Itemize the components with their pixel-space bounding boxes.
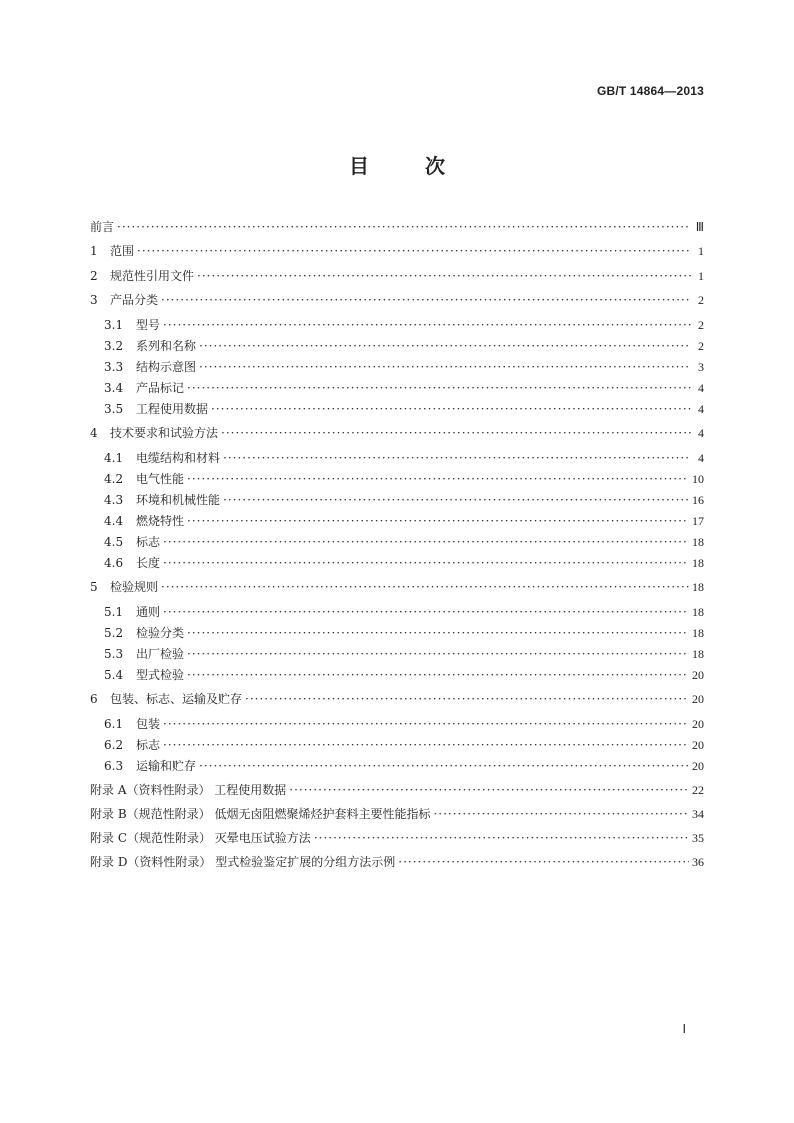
toc-entry[interactable] (90, 805, 704, 823)
standard-number: GB/T 14864—2013 (596, 84, 704, 98)
toc-entry-label: 长度 (136, 556, 161, 570)
toc-entry-page: 20 (692, 717, 704, 731)
title-char-1: 目 (349, 154, 369, 178)
dot-leader (223, 449, 691, 467)
toc-entry-page: 2 (698, 318, 704, 332)
toc-entry-title (90, 449, 220, 467)
toc-entry-title (90, 291, 158, 309)
toc-entry-title (90, 645, 184, 663)
toc-entry-title (90, 603, 160, 621)
toc-entry[interactable] (90, 424, 704, 442)
toc-entry-number: 5.1 (104, 605, 124, 619)
dot-leader (161, 291, 691, 309)
dot-leader (314, 829, 689, 847)
toc-entry-title (90, 242, 134, 260)
toc-entry-page: 1 (698, 269, 704, 283)
dot-leader (199, 757, 689, 775)
toc-entry-page: 4 (698, 451, 704, 465)
toc-entry-title (90, 358, 196, 376)
toc-entry[interactable] (90, 267, 704, 285)
page-number: Ⅰ (682, 1022, 686, 1036)
dot-leader (161, 578, 689, 596)
toc-entry-label: 技术要求和试验方法 (110, 426, 219, 440)
toc-entry-title (90, 666, 184, 684)
toc-entry-page: 18 (692, 647, 704, 661)
toc-entry-number: 3.2 (104, 339, 124, 353)
dot-leader (187, 379, 691, 397)
toc-entry-label: 标志 (136, 738, 161, 752)
toc-entry[interactable] (90, 603, 704, 621)
toc-entry-page: 18 (692, 580, 704, 594)
toc-entry-title (90, 316, 160, 334)
toc-entry-page: 20 (692, 668, 704, 682)
toc-entry-number: 3.3 (104, 360, 124, 374)
toc-entry-label: 系列和名称 (136, 339, 197, 353)
toc-entry-page: 18 (692, 556, 704, 570)
toc-entry[interactable] (90, 470, 704, 488)
toc-entry-page: 3 (698, 360, 704, 374)
dot-leader (187, 512, 689, 530)
toc-entry-number: 5 (90, 580, 98, 594)
toc-entry-page: 18 (692, 605, 704, 619)
toc-entry[interactable] (90, 554, 704, 572)
toc-entry-page: 2 (698, 339, 704, 353)
toc-entry-page: 20 (692, 692, 704, 706)
toc-entry-title (90, 829, 311, 847)
toc-entry-number: 3.4 (104, 381, 124, 395)
toc-entry-label: 附录 C（规范性附录） 灭晕电压试验方法 (90, 831, 311, 845)
toc-entry[interactable] (90, 512, 704, 530)
toc-entry-label: 范围 (110, 244, 135, 258)
toc-entry-title (90, 512, 184, 530)
toc-entry-title (90, 690, 242, 708)
toc-entry-number: 5.2 (104, 626, 124, 640)
toc-entry-label: 附录 B（规范性附录） 低烟无卤阻燃聚烯烃护套料主要性能指标 (90, 807, 431, 821)
toc-entry-label: 电缆结构和材料 (136, 451, 221, 465)
dot-leader (223, 491, 689, 509)
toc-entry-number: 6.2 (104, 738, 124, 752)
toc-entry-label: 型号 (136, 318, 161, 332)
toc-entry-title (90, 337, 196, 355)
toc-entry[interactable] (90, 781, 704, 799)
toc-entry[interactable] (90, 337, 704, 355)
toc-entry-label: 环境和机械性能 (136, 493, 221, 507)
toc-entry-label: 结构示意图 (136, 360, 197, 374)
dot-leader (245, 690, 689, 708)
toc-entry-page: 18 (692, 535, 704, 549)
toc-entry-page: 4 (698, 402, 704, 416)
dot-leader (211, 400, 691, 418)
toc-entry-page: 4 (698, 381, 704, 395)
toc-entry-number: 3 (90, 293, 98, 307)
dot-leader (199, 337, 691, 355)
toc-entry-page: 2 (698, 293, 704, 307)
toc-entry-label: 附录 A（资料性附录） 工程使用数据 (90, 783, 287, 797)
toc-entry-number: 4.1 (104, 451, 124, 465)
toc-entry-label: 附录 D（资料性附录） 型式检验鉴定扩展的分组方法示例 (90, 855, 396, 869)
toc-entry[interactable] (90, 690, 704, 708)
toc-entry-label: 产品分类 (110, 293, 159, 307)
toc-entry-number: 1 (90, 244, 98, 258)
toc-entry-label: 规范性引用文件 (110, 269, 195, 283)
toc-entry[interactable] (90, 218, 704, 236)
toc-entry-title (90, 578, 158, 596)
toc-entry-title (90, 715, 160, 733)
dot-leader (187, 645, 689, 663)
toc-entry-page: 17 (692, 514, 704, 528)
toc-entry-page: 34 (692, 807, 704, 821)
toc-entry-label: 运输和贮存 (136, 759, 197, 773)
toc-entry-number: 6.1 (104, 717, 124, 731)
dot-leader (163, 554, 689, 572)
toc-entry[interactable] (90, 400, 704, 418)
toc-entry-label: 包装、标志、运输及贮存 (110, 692, 243, 706)
toc-entry-number: 3.1 (104, 318, 124, 332)
toc-entry[interactable] (90, 316, 704, 334)
dot-leader (289, 781, 689, 799)
toc-entry-label: 型式检验 (136, 668, 185, 682)
toc-entry-page: Ⅲ (695, 220, 704, 234)
dot-leader (221, 424, 691, 442)
toc-entry-number: 4.4 (104, 514, 124, 528)
toc-entry-title (90, 781, 286, 799)
toc-entry-title (90, 533, 160, 551)
dot-leader (163, 715, 689, 733)
toc-entry-title (90, 400, 208, 418)
toc-entry-title (90, 470, 184, 488)
dot-leader (197, 267, 691, 285)
toc-entry-page: 20 (692, 738, 704, 752)
toc-entry-number: 4.3 (104, 493, 124, 507)
toc-entry-title (90, 624, 184, 642)
toc-entry-label: 电气性能 (136, 472, 185, 486)
toc-entry[interactable] (90, 624, 704, 642)
toc-entry-title (90, 736, 160, 754)
toc-entry-page: 36 (692, 855, 704, 869)
toc-entry-title (90, 379, 184, 397)
toc-entry-number: 2 (90, 269, 98, 283)
dot-leader (163, 533, 689, 551)
toc-entry[interactable] (90, 449, 704, 467)
dot-leader (163, 603, 689, 621)
toc-entry-label: 检验分类 (136, 626, 185, 640)
toc-entry-label: 产品标记 (136, 381, 185, 395)
toc-entry[interactable] (90, 736, 704, 754)
toc-entry-label: 通则 (136, 605, 161, 619)
toc-entry-number: 4.5 (104, 535, 124, 549)
toc-entry[interactable] (90, 578, 704, 596)
dot-leader (137, 242, 691, 260)
toc-entry-number: 5.3 (104, 647, 124, 661)
dot-leader (117, 218, 691, 236)
toc-entry-number: 4 (90, 426, 98, 440)
dot-leader (163, 316, 691, 334)
dot-leader (433, 805, 689, 823)
toc-entry[interactable] (90, 533, 704, 551)
toc-entry-page: 16 (692, 493, 704, 507)
toc-entry[interactable] (90, 291, 704, 309)
toc-entry-title (90, 757, 196, 775)
toc-entry-page: 35 (692, 831, 704, 845)
toc-entry-number: 6.3 (104, 759, 124, 773)
toc-entry-number: 3.5 (104, 402, 124, 416)
page-title (0, 150, 794, 179)
toc-entry-title (90, 853, 395, 871)
toc-entry-title (90, 218, 114, 236)
toc-entry-title (90, 554, 160, 572)
toc-entry[interactable] (90, 379, 704, 397)
toc-entry-label: 标志 (136, 535, 161, 549)
toc-entry-page: 1 (698, 244, 704, 258)
toc-entry-label: 前言 (90, 220, 115, 234)
toc-entry[interactable] (90, 491, 704, 509)
toc-entry[interactable] (90, 666, 704, 684)
toc-entry-number: 4.2 (104, 472, 124, 486)
toc-entry[interactable] (90, 829, 704, 847)
dot-leader (187, 666, 689, 684)
toc-entry-number: 4.6 (104, 556, 124, 570)
toc-entry-page: 18 (692, 626, 704, 640)
toc-entry[interactable] (90, 358, 704, 376)
toc-entry[interactable] (90, 645, 704, 663)
toc-entry[interactable] (90, 242, 704, 260)
toc-entry[interactable] (90, 757, 704, 775)
toc-entry[interactable] (90, 715, 704, 733)
dot-leader (163, 736, 689, 754)
toc-entry-number: 6 (90, 692, 98, 706)
toc-entry[interactable] (90, 853, 704, 871)
toc-entry-page: 20 (692, 759, 704, 773)
toc-entry-label: 检验规则 (110, 580, 159, 594)
toc-entry-number: 5.4 (104, 668, 124, 682)
toc-entry-label: 出厂检验 (136, 647, 185, 661)
toc-entry-title (90, 491, 220, 509)
toc-entry-page: 22 (692, 783, 704, 797)
toc-entry-label: 工程使用数据 (136, 402, 209, 416)
dot-leader (187, 624, 689, 642)
toc-entry-title (90, 424, 218, 442)
dot-leader (199, 358, 691, 376)
toc-entry-label: 燃烧特性 (136, 514, 185, 528)
dot-leader (187, 470, 689, 488)
toc-entry-page: 10 (692, 472, 704, 486)
toc-entry-label: 包装 (136, 717, 161, 731)
toc-entry-title (90, 805, 430, 823)
toc-entry-page: 4 (698, 426, 704, 440)
title-char-2: 次 (425, 154, 445, 178)
dot-leader (398, 853, 689, 871)
toc-entry-title (90, 267, 194, 285)
